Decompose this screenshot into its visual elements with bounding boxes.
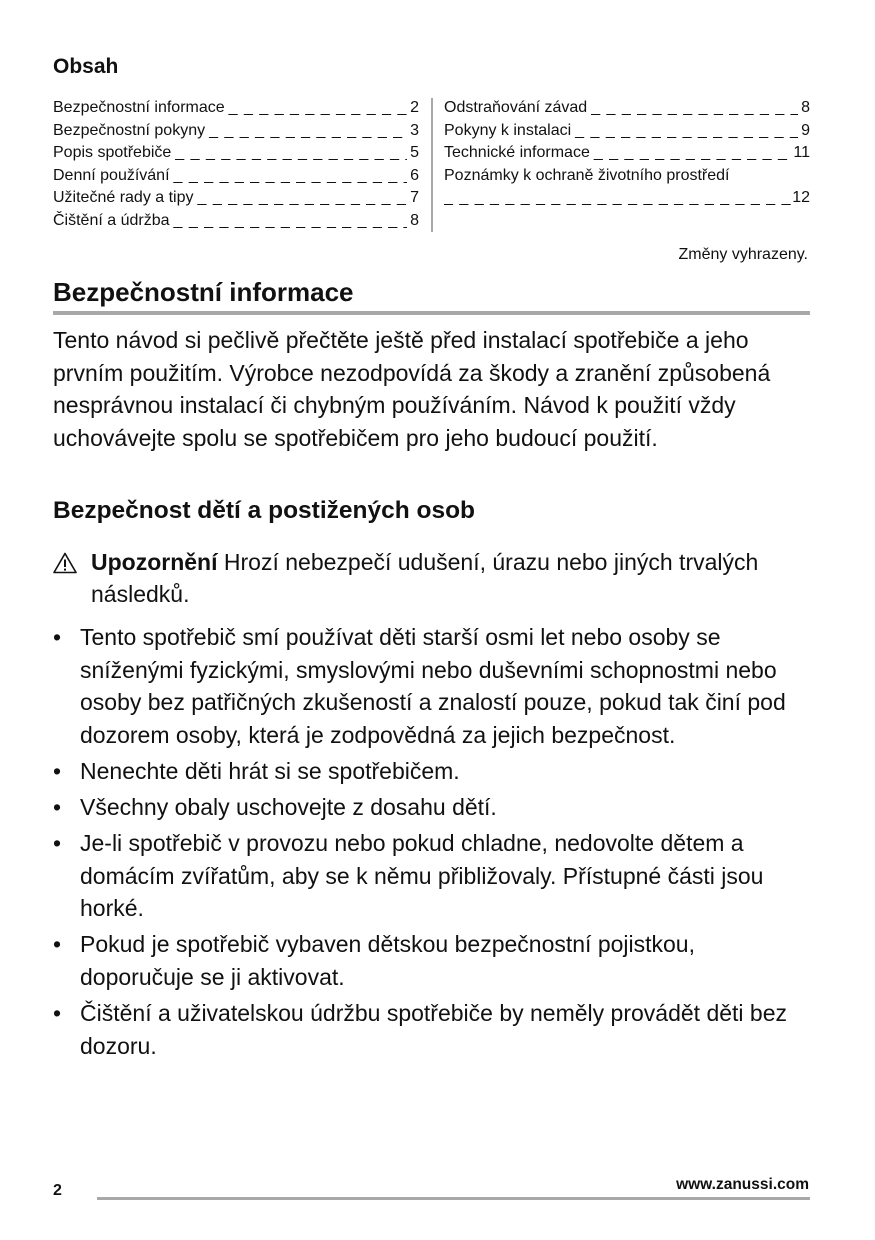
toc-entry-title: Bezpečnostní pokyny: [53, 121, 206, 139]
changes-note: Změny vyhrazeny.: [678, 246, 808, 263]
toc-entry-page: 8: [801, 99, 810, 116]
toc-leader: [587, 97, 798, 120]
toc-entry-page: 7: [410, 189, 419, 207]
toc-divider: [431, 98, 433, 232]
list-item: [53, 621, 813, 751]
toc-entry-title: Technické informace: [444, 144, 590, 162]
list-item-text: Čištění a uživatelskou údržbu spotřebiče by neměly provádět děti bez dozoru.: [80, 1000, 788, 1059]
bullet-dot-icon: •: [53, 793, 62, 820]
toc-entry-title: Poznámky k ochraně životního prostředí: [444, 166, 730, 184]
toc-entry-page: 6: [410, 166, 419, 184]
toc-entry[interactable]: [444, 120, 810, 143]
list-item: [53, 827, 813, 925]
toc-entry-title: Odstraňování závad: [444, 99, 588, 116]
toc-entry-title: Popis spotřebiče: [53, 144, 172, 162]
toc-entry[interactable]: [53, 142, 419, 165]
footer-rule: [97, 1197, 810, 1200]
toc-leader: [194, 187, 407, 210]
toc-entry-page: 12: [792, 189, 810, 207]
toc-entry[interactable]: [53, 165, 419, 188]
subsection-heading: Bezpečnost dětí a postižených osob: [53, 497, 476, 524]
toc-entry-page: 11: [793, 144, 810, 162]
list-item-text: Nenechte děti hrát si se spotřebičem.: [80, 757, 460, 784]
toc-entry-title: Čištění a údržba: [53, 211, 170, 229]
warning-triangle-icon: [53, 552, 77, 574]
list-item: [53, 997, 813, 1062]
warning-text: Hrozí nebezpečí udušení, úrazu nebo jiných trvalých následků.: [91, 549, 759, 607]
toc-entry[interactable]: [53, 210, 419, 233]
toc-leader: [205, 120, 407, 143]
toc-entry-page: 8: [410, 211, 419, 229]
bullet-dot-icon: •: [53, 1000, 62, 1027]
toc-entry-title: Pokyny k instalaci: [444, 121, 572, 139]
warning-label: Upozornění: [91, 549, 218, 575]
bullet-dot-icon: •: [53, 830, 62, 857]
toc-leader: [444, 187, 792, 210]
list-item-text: Tento spotřebič smí používat děti starší osmi let nebo osoby se sníženými fyzickými, smyslovými nebo duševními schopnostmi nebo osoby bez patřičných zkušeností a znalostí pouze, pokud tak činí pod dozorem osoby, která je zodpovědná za jejich bezpečnost.: [80, 624, 786, 748]
bullet-dot-icon: •: [53, 757, 62, 784]
toc-entry[interactable]: [53, 120, 419, 143]
toc-entry-page: 9: [801, 121, 810, 139]
heading-rule: [53, 311, 810, 315]
toc-entry[interactable]: [444, 142, 810, 165]
list-item: [53, 755, 813, 788]
toc-entry[interactable]: [444, 97, 810, 120]
toc-entry-title: Užitečné rady a tipy: [53, 189, 194, 207]
toc-right-column: [444, 97, 810, 210]
toc-leader: [225, 97, 407, 120]
bullet-dot-icon: •: [53, 931, 62, 958]
website-link[interactable]: www.zanussi.com: [676, 1176, 809, 1193]
list-item: [53, 928, 813, 993]
toc-leader: [571, 120, 798, 143]
toc-leader: [590, 142, 794, 165]
bullet-dot-icon: •: [53, 624, 62, 650]
toc-entry[interactable]: [53, 187, 419, 210]
list-item-text: Pokud je spotřebič vybaven dětskou bezpečnostní pojistkou, doporučuje se ji aktivovat.: [80, 931, 695, 990]
toc-entry-page: 2: [410, 99, 419, 116]
intro-paragraph: Tento návod si pečlivě přečtěte ještě před instalací spotřebiče a jeho prvním použitím. Výrobce nezodpovídá za škody a zranění způsobená nesprávnou instalací či chybným používáním. Návod k použití vždy uchovávejte spolu se spotřebičem pro jeho budoucí použití.: [53, 327, 771, 451]
warning-note: [53, 546, 813, 610]
toc-entry-title: Denní používání: [53, 166, 170, 184]
toc-entry-page: 3: [410, 121, 419, 139]
toc-entry[interactable]: [53, 97, 419, 120]
safety-bullet-list: [53, 621, 813, 1066]
toc-leader: [170, 210, 407, 233]
list-item-text: Všechny obaly uschovejte z dosahu dětí.: [80, 793, 497, 820]
list-item-text: Je-li spotřebič v provozu nebo pokud chladne, nedovolte dětem a domácím zvířatům, aby se k němu přibližovaly. Přístupné části jsou horké.: [80, 830, 764, 922]
toc-title: Obsah: [53, 55, 119, 78]
section-heading: Bezpečnostní informace: [53, 277, 354, 307]
toc-leader: [171, 142, 407, 165]
page-number: 2: [53, 1182, 62, 1199]
toc-entry-page: 5: [410, 144, 419, 162]
toc-entry[interactable]: [444, 165, 810, 210]
list-item: [53, 791, 813, 824]
toc-left-column: [53, 97, 419, 233]
toc-leader: [170, 165, 407, 188]
toc-entry-title: Bezpečnostní informace: [53, 99, 225, 116]
